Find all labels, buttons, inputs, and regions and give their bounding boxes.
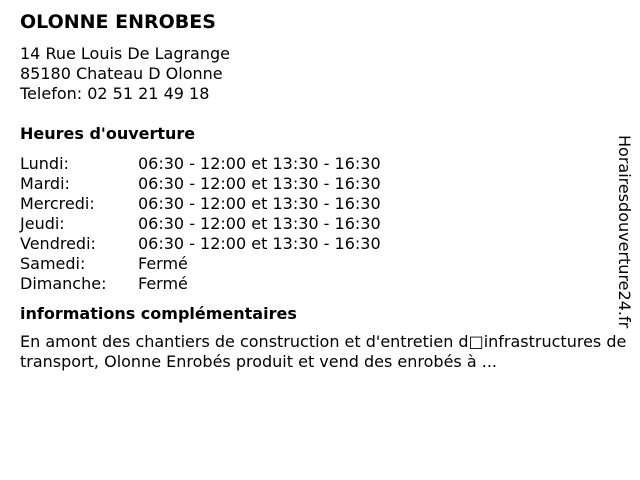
company-name: OLONNE ENROBES (20, 11, 216, 33)
opening-hours-title: Heures d'ouverture (20, 124, 196, 143)
phone-number: Telefon: 02 51 21 49 18 (20, 84, 210, 103)
hours-row-wednesday (20, 194, 381, 214)
hours-value: 06:30 - 12:00 et 13:30 - 16:30 (138, 154, 381, 173)
hours-value: 06:30 - 12:00 et 13:30 - 16:30 (138, 174, 381, 193)
hours-row-thursday (20, 214, 381, 234)
day-label: Jeudi: (20, 214, 65, 233)
address-city: 85180 Chateau D Olonne (20, 64, 223, 83)
business-description: En amont des chantiers de construction et d'entretien d□infrastructures de transport, Olonne Enrobés produit et vend des enrobés à ... (20, 332, 627, 371)
hours-row-friday (20, 234, 381, 254)
hours-value: 06:30 - 12:00 et 13:30 - 16:30 (138, 214, 381, 233)
address-block (20, 44, 620, 104)
day-label: Samedi: (20, 254, 86, 273)
day-label: Lundi: (20, 154, 69, 173)
opening-hours-table (20, 154, 381, 294)
hours-row-sunday (20, 274, 381, 294)
hours-row-saturday (20, 254, 381, 274)
hours-row-monday (20, 154, 381, 174)
day-label: Dimanche: (20, 274, 107, 293)
address-street: 14 Rue Louis De Lagrange (20, 44, 230, 63)
hours-value: Fermé (138, 274, 188, 293)
hours-value: 06:30 - 12:00 et 13:30 - 16:30 (138, 234, 381, 253)
day-label: Mardi: (20, 174, 70, 193)
day-label: Mercredi: (20, 194, 95, 213)
hours-value: Fermé (138, 254, 188, 273)
additional-info-title: informations complémentaires (20, 304, 297, 323)
hours-value: 06:30 - 12:00 et 13:30 - 16:30 (138, 194, 381, 213)
site-watermark: Horairesdouverture24.fr (615, 135, 634, 329)
day-label: Vendredi: (20, 234, 96, 253)
hours-row-tuesday (20, 174, 381, 194)
